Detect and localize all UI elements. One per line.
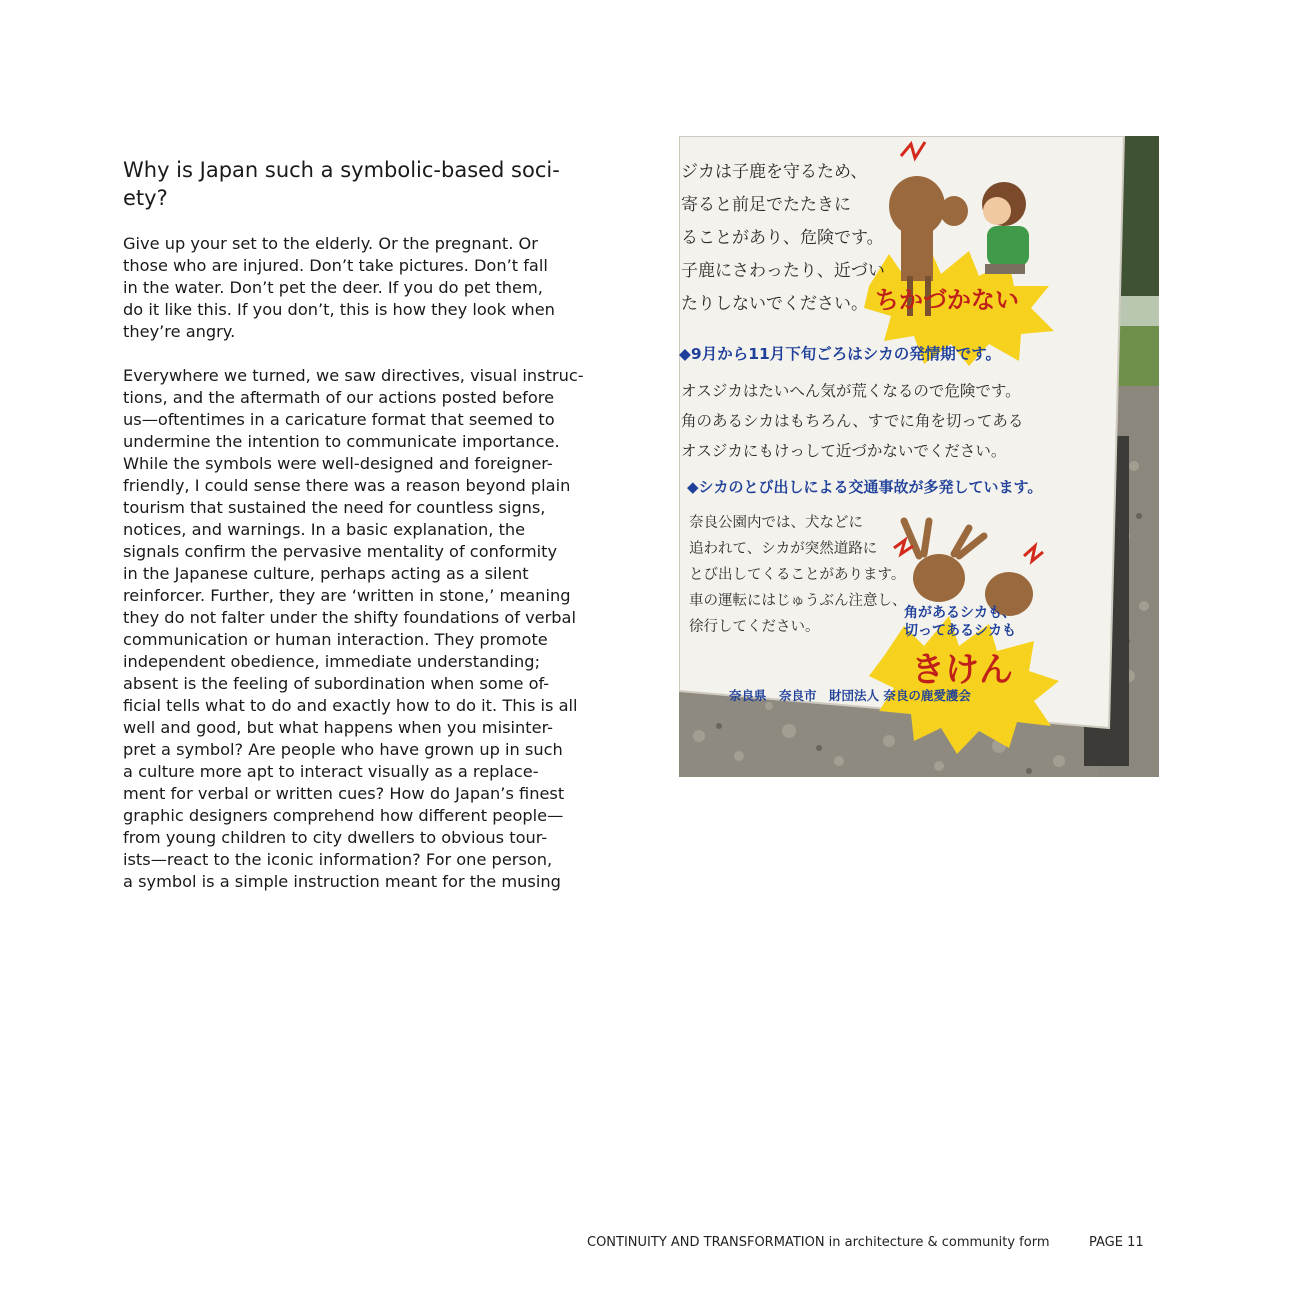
sign-line: 徐行してください。 xyxy=(689,619,820,635)
text-line: tourism that sustained the need for countless signs, xyxy=(123,498,546,517)
text-line: tions, and the aftermath of our actions posted before xyxy=(123,388,555,407)
sign-badge-caption xyxy=(904,604,1016,640)
page-heading xyxy=(123,156,603,212)
sign-line: 奈良公園内では、犬などに xyxy=(689,515,863,531)
text-line: in the water. Don’t pet the deer. If you do pet them, xyxy=(123,278,543,297)
sign-line: 寄ると前足でたたきに xyxy=(681,195,851,215)
sign-line: ることがあり、危険です。 xyxy=(681,228,884,248)
text-line: in the Japanese culture, perhaps acting as a silent xyxy=(123,564,529,583)
text-line: ment for verbal or written cues? How do Japan’s finest xyxy=(123,784,565,803)
text-line: pret a symbol? Are people who have grown up in such xyxy=(123,740,563,759)
text-line: notices, and warnings. In a basic explanation, the xyxy=(123,520,526,539)
sign-badge-danger: きけん xyxy=(911,650,1013,690)
text-line: undermine the intention to communicate importance. xyxy=(123,432,560,451)
sign-text-low xyxy=(689,510,907,640)
sign-line: 角があるシカも、 xyxy=(904,605,1016,621)
text-line: well and good, but what happens when you misinter- xyxy=(123,718,554,737)
deer-warning-sign-photo xyxy=(679,136,1159,777)
sign-heading-traffic: ◆シカのとび出しによる交通事故が多発しています。 xyxy=(687,478,1043,496)
sign-line: 切ってあるシカも xyxy=(904,623,1016,639)
sign-line: オスジカはたいへん気が荒くなるので危険です。 xyxy=(681,382,1021,400)
body-text xyxy=(123,233,615,893)
text-line: independent obedience, immediate understanding; xyxy=(123,652,541,671)
text-line: graphic designers comprehend how different people— xyxy=(123,806,564,825)
footer-publication-title: CONTINUITY AND TRANSFORMATION in architecture & community form xyxy=(587,1235,1050,1250)
text-line: communication or human interaction. They promote xyxy=(123,630,548,649)
sign-footer: 奈良県 奈良市 財団法人 奈良の鹿愛護会 xyxy=(729,688,971,703)
text-line: a culture more apt to interact visually as a replace- xyxy=(123,762,539,781)
sign-line: たりしないでください。 xyxy=(681,294,868,314)
text-line: they’re angry. xyxy=(123,322,236,341)
sign-text-mid xyxy=(681,376,1023,466)
text-line: While the symbols were well-designed and foreigner- xyxy=(123,454,553,473)
heading-line: ety? xyxy=(123,186,168,210)
text-line: friendly, I could sense there was a reason beyond plain xyxy=(123,476,571,495)
paragraph-intro xyxy=(123,233,615,343)
text-line: Give up your set to the elderly. Or the pregnant. Or xyxy=(123,234,538,253)
sign-line: 車の運転にはじゅうぶん注意し、 xyxy=(689,593,907,609)
text-line: they do not falter under the shifty foundations of verbal xyxy=(123,608,576,627)
sign-line: 子鹿にさわったり、近づい xyxy=(681,261,885,281)
footer-page-number: PAGE 11 xyxy=(1089,1235,1144,1250)
sign-line: オスジカにもけっして近づかないでください。 xyxy=(681,442,1007,460)
heading-line: Why is Japan such a symbolic-based soci- xyxy=(123,158,560,182)
text-line: us—oftentimes in a caricature format that seemed to xyxy=(123,410,555,429)
text-line: signals confirm the pervasive mentality of conformity xyxy=(123,542,558,561)
sign-text-top xyxy=(681,156,885,321)
text-line: a symbol is a simple instruction meant for the musing xyxy=(123,872,561,891)
text-line: ists—react to the iconic information? For one person, xyxy=(123,850,553,869)
paragraph-main xyxy=(123,365,615,893)
text-line: absent is the feeling of subordination when some of- xyxy=(123,674,550,693)
text-line: Everywhere we turned, we saw directives, visual instruc- xyxy=(123,366,584,385)
text-line: do it like this. If you don’t, this is how they look when xyxy=(123,300,555,319)
text-line: from young children to city dwellers to obvious tour- xyxy=(123,828,548,847)
sign-heading-mating-season: ◆9月から11月下旬ごろはシカの発情期です。 xyxy=(679,345,1002,363)
text-line: reinforcer. Further, they are ‘written in stone,’ meaning xyxy=(123,586,571,605)
sign-badge-stay-away: ちかづかない xyxy=(875,286,1019,314)
text-line: those who are injured. Don’t take pictures. Don’t fall xyxy=(123,256,548,275)
sign-line: 角のあるシカはもちろん、すでに角を切ってある xyxy=(681,412,1024,430)
sign-line: 追われて、シカが突然道路に xyxy=(689,541,878,557)
sign-line: とび出してくることがあります。 xyxy=(689,567,906,583)
sign-line: ジカは子鹿を守るため、 xyxy=(681,162,868,182)
text-line: ficial tells what to do and exactly how to do it. This is all xyxy=(123,696,578,715)
